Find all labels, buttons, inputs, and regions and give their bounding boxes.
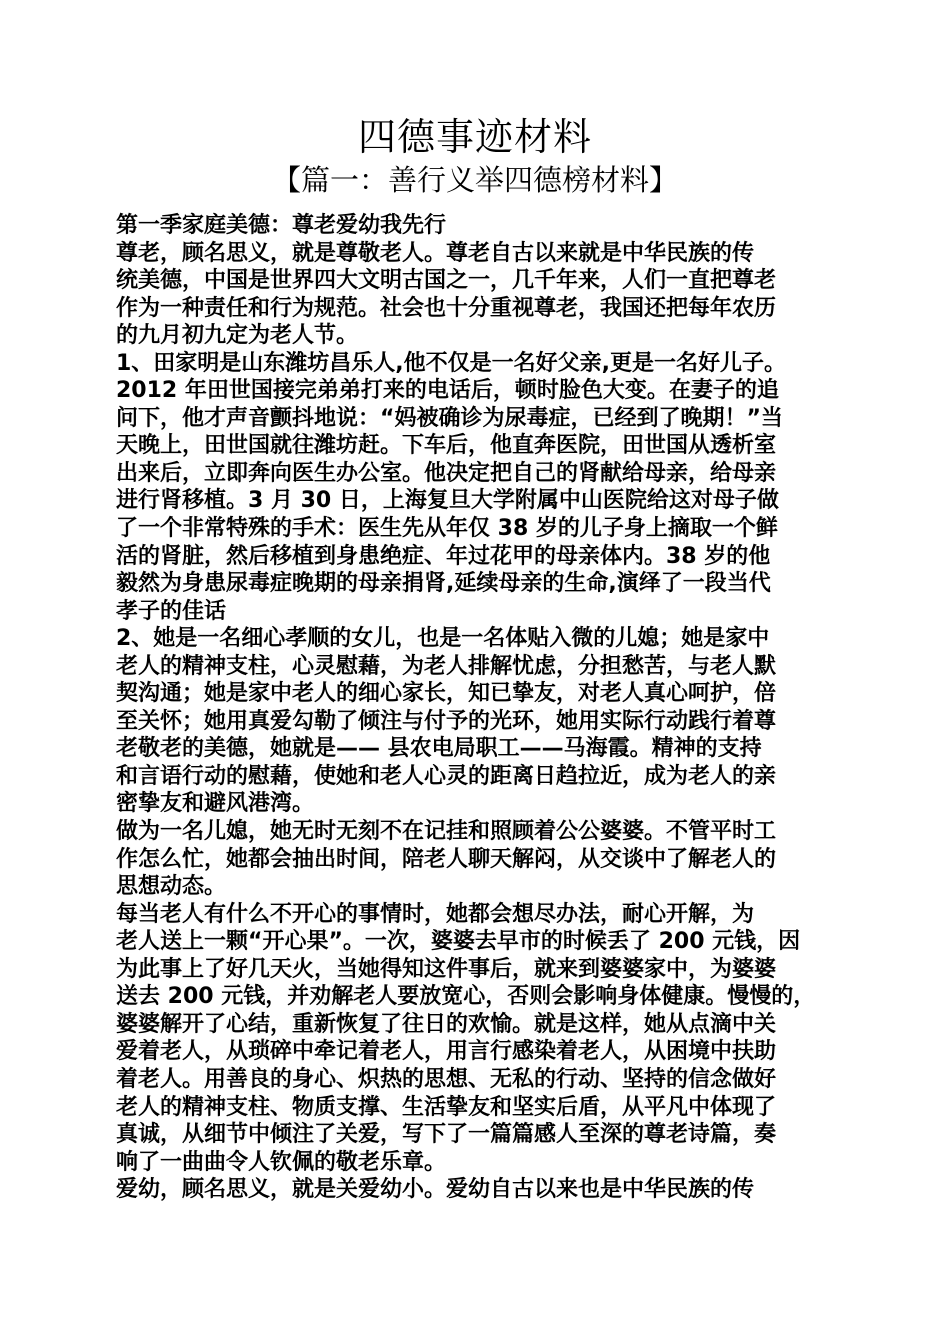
text-line: 2012 年田世国接完弟弟打来的电话后，顿时脸色大变。在妻子的追 <box>116 378 779 404</box>
text-line: 天晚上，田世国就往潍坊赶。下车后，他直奔医院，田世国从透析室 <box>116 433 777 459</box>
text-line: 契沟通；她是家中老人的细心家长，知已挚友，对老人真心呵护，倍 <box>116 681 777 707</box>
text-line: 至关怀；她用真爱勾勒了倾注与付予的光环，她用实际行动践行着尊 <box>116 708 777 734</box>
document-title: 四德事迹材料 <box>357 115 592 159</box>
text-line: 的九月初九定为老人节。 <box>116 323 359 349</box>
text-line: 2、她是一名细心孝顺的女儿，也是一名体贴入微的儿媳；她是家中 <box>116 626 770 652</box>
text-line: 问下，他才声音颤抖地说：“妈被确诊为尿毒症，已经到了晚期！”当 <box>116 405 783 431</box>
text-line: 爱着老人，从琐碎中牵记着老人，用言行感染着老人，从困境中扶助 <box>116 1039 777 1065</box>
text-line: 出来后，立即奔向医生办公室。他决定把自己的肾献给母亲，给母亲 <box>116 460 777 486</box>
text-line: 响了一曲曲令人钦佩的敬老乐章。 <box>116 1149 447 1175</box>
document-body <box>116 212 846 1204</box>
text-line: 作为一种责任和行为规范。社会也十分重视尊老，我国还把每年农历 <box>116 295 777 321</box>
text-line: 做为一名儿媳，她无时无刻不在记挂和照顾着公公婆婆。不管平时工 <box>116 819 777 845</box>
text-line: 老人送上一颗“开心果”。一次，婆婆去早市的时候丢了 200 元钱，因 <box>116 929 801 955</box>
text-line: 活的肾脏，然后移植到身患绝症、年过花甲的母亲体内。38 岁的他 <box>116 543 771 569</box>
text-line: 进行肾移植。3 月 30 日，上海复旦大学附属中山医院给这对母子做 <box>116 488 779 514</box>
document-subtitle: 【篇一：善行义举四德榜材料】 <box>271 163 678 197</box>
text-line: 1、田家明是山东潍坊昌乐人,他不仅是一名好父亲,更是一名好儿子。 <box>116 350 787 376</box>
text-line: 统美德，中国是世界四大文明古国之一，几千年来，人们一直把尊老 <box>116 268 777 294</box>
text-line: 婆婆解开了心结，重新恢复了往日的欢愉。就是这样，她从点滴中关 <box>116 1011 777 1037</box>
text-line: 为此事上了好几天火，当她得知这件事后，就来到婆婆家中，为婆婆 <box>116 956 777 982</box>
text-line: 尊老，顾名思义，就是尊敬老人。尊老自古以来就是中华民族的传 <box>116 240 755 266</box>
text-line: 真诚，从细节中倾注了关爱，写下了一篇篇感人至深的尊老诗篇，奏 <box>116 1122 777 1148</box>
text-line: 老人的精神支柱、物质支撑、生活挚友和坚实后盾，从平凡中体现了 <box>116 1094 777 1120</box>
text-line: 和言语行动的慰藉，使她和老人心灵的距离日趋拉近，成为老人的亲 <box>116 763 777 789</box>
text-line: 了一个非常特殊的手术：医生先从年仅 38 岁的儿子身上摘取一个鲜 <box>116 516 778 542</box>
text-line: 送去 200 元钱，并劝解老人要放宽心，否则会影响身体健康。慢慢的， <box>116 984 816 1010</box>
section-heading: 第一季家庭美德：尊老爱幼我先行 <box>116 213 447 238</box>
text-line: 作怎么忙，她都会抽出时间，陪老人聊天解闷，从交谈中了解老人的 <box>116 846 777 872</box>
text-line: 老人的精神支柱，心灵慰藉，为老人排解忧虑，分担愁苦，与老人默 <box>116 653 777 679</box>
text-line: 思想动态。 <box>116 874 227 900</box>
text-line: 密挚友和避风港湾。 <box>116 791 315 817</box>
text-line: 每当老人有什么不开心的事情时，她都会想尽办法，耐心开解，为 <box>116 901 755 927</box>
text-line: 爱幼，顾名思义，就是关爱幼小。爱幼自古以来也是中华民族的传 <box>116 1177 755 1203</box>
text-line: 着老人。用善良的身心、炽热的思想、无私的行动、坚持的信念做好 <box>116 1066 777 1092</box>
text-line: 老敬老的美德，她就是—— 县农电局职工——马海霞。精神的支持 <box>116 736 762 762</box>
text-line: 孝子的佳话 <box>116 598 227 624</box>
text-line: 毅然为身患尿毒症晚期的母亲捐肾,延续母亲的生命,演绎了一段当代 <box>116 571 771 597</box>
